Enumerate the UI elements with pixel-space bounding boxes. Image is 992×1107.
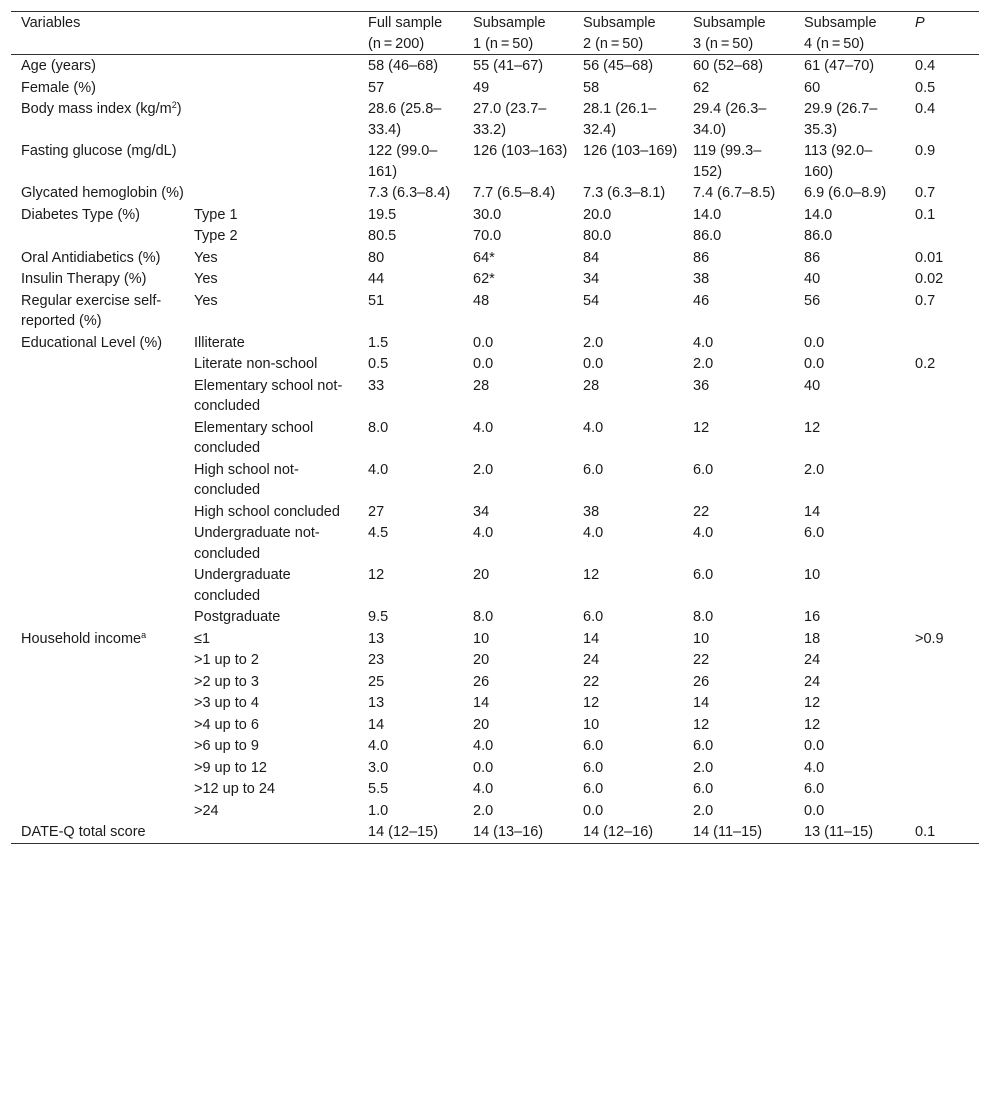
p-value-cell: [905, 501, 979, 523]
category-cell: High school not-concluded: [194, 461, 299, 498]
subsample-2-cell: 28: [583, 377, 600, 394]
subsample-2-cell: 58: [583, 79, 600, 96]
subsample-1-cell: 64*: [473, 249, 495, 266]
subsample-3-cell: 12: [693, 419, 710, 436]
subsample-3-cell: 2.0: [693, 759, 714, 776]
subsample-1-cell: 8.0: [473, 609, 494, 625]
subsample-1-cell: 14: [473, 695, 490, 711]
table-row: [11, 204, 979, 226]
subsample-4-cell: 13 (11–15): [804, 824, 874, 840]
category-cell: ≤1: [194, 630, 211, 647]
variable-superscript: 2: [171, 100, 177, 110]
subsample-2-cell: 34: [583, 271, 600, 287]
subsample-3-cell: 2.0: [693, 356, 714, 372]
subsample-4-cell: 86.0: [804, 228, 833, 244]
subsample-1-cell: 62*: [473, 271, 495, 287]
subsample-3-cell: 26: [693, 673, 710, 690]
characteristics-table: [11, 11, 979, 844]
category-cell: Literate non-school: [194, 356, 318, 372]
subsample-3-cell: 4.0: [693, 525, 714, 541]
table-row: [11, 290, 979, 332]
full-sample-cell: 80.5: [368, 228, 397, 244]
variable-cell: [11, 268, 184, 290]
p-value-cell: [905, 564, 979, 606]
full-sample-cell: 12: [368, 567, 385, 583]
subsample-4-cell: 18: [804, 630, 821, 647]
category-cell: Type 2: [194, 228, 238, 244]
full-sample-cell: 14 (12–15): [368, 824, 439, 840]
subsample-1-cell: 26: [473, 673, 490, 690]
subsample-1-cell: 34: [473, 503, 490, 520]
subsample-3-cell: 2.0: [693, 802, 714, 819]
variable-label: Body mass index (kg/m: [21, 101, 172, 117]
subsample-1-cell: 14 (13–16): [473, 824, 544, 840]
p-value-cell: 0.02: [915, 271, 944, 287]
full-sample-cell: 3.0: [368, 759, 389, 776]
subsample-2-cell: 12: [583, 567, 600, 583]
subsample-3-cell: 10: [693, 630, 710, 647]
variable-cell: [11, 332, 184, 628]
subsample-1-cell: 0.0: [473, 356, 494, 372]
subsample-1-cell: 126 (103–163): [473, 143, 568, 159]
subsample-1-cell: 55 (41–67): [473, 58, 544, 74]
subsample-3-cell: 22: [693, 652, 710, 668]
category-cell: >4 up to 6: [194, 716, 259, 733]
p-value-cell: [905, 522, 979, 564]
subsample-2-cell: 6.0: [583, 461, 604, 478]
subsample-4-cell: 2.0: [804, 461, 825, 478]
p-value-cell: 0.1: [915, 206, 936, 223]
subsample-4-cell: 86: [804, 249, 821, 266]
category-cell: High school concluded: [194, 503, 340, 520]
subsample-2-cell: 54: [583, 292, 600, 309]
p-value-cell: 0.7: [915, 185, 936, 201]
full-sample-cell: 8.0: [368, 419, 389, 436]
category-cell: Undergraduate concluded: [194, 567, 291, 604]
category-cell: >24: [194, 802, 219, 819]
subsample-1-cell: 20: [473, 567, 490, 583]
table-row: [11, 628, 979, 650]
full-sample-cell: 4.0: [368, 461, 389, 478]
subsample-2-cell: 20.0: [583, 206, 612, 223]
subsample-3-cell: 29.4 (26.3–34.0): [693, 101, 767, 138]
table-row: [11, 268, 979, 290]
subsample-4-cell: 113 (92.0–160): [804, 143, 873, 180]
category-cell: Yes: [194, 249, 218, 266]
category-cell: Undergraduate not-concluded: [194, 525, 320, 562]
full-sample-cell: 33: [368, 377, 385, 394]
subsample-1-cell: 4.0: [473, 738, 494, 754]
full-sample-cell: 57: [368, 79, 385, 96]
subsample-4-cell: 4.0: [804, 759, 825, 776]
p-value-cell: [905, 417, 979, 459]
subsample-3-cell: 8.0: [693, 609, 714, 625]
subsample-4-cell: 0.0: [804, 334, 825, 351]
subsample-3-cell: 46: [693, 292, 710, 309]
table-body: [11, 55, 979, 844]
variable-label: DATE-Q total score: [21, 824, 146, 840]
subsample-3-cell: 22: [693, 503, 710, 520]
subsample-2-cell: 22: [583, 673, 600, 690]
variable-cell: [11, 140, 358, 182]
subsample-4-cell: 61 (47–70): [804, 58, 875, 74]
subsample-4-cell: 56: [804, 292, 821, 309]
category-cell: Yes: [194, 292, 218, 309]
variable-label: Fasting glucose (mg/dL): [21, 143, 177, 159]
subsample-4-cell: 0.0: [804, 738, 825, 754]
variable-cell: [11, 290, 184, 332]
subsample-3-cell: 4.0: [693, 334, 714, 351]
subsample-3-cell: 7.4 (6.7–8.5): [693, 185, 776, 201]
table-row: [11, 98, 979, 140]
variable-label: Age (years): [21, 58, 96, 74]
subsample-3-cell: 14: [693, 695, 710, 711]
p-value-cell: [905, 757, 979, 779]
subsample-3-cell: 6.0: [693, 567, 714, 583]
subsample-1-cell: 4.0: [473, 781, 494, 797]
variable-label: Regular exercise self-reported (%): [21, 292, 162, 329]
subsample-1-cell: 30.0: [473, 206, 502, 223]
subsample-4-cell: 14: [804, 503, 821, 520]
subsample-3-cell: 6.0: [693, 738, 714, 754]
subsample-2-cell: 6.0: [583, 738, 604, 754]
variable-superscript: a: [141, 629, 147, 640]
p-value-cell: 0.7: [915, 292, 936, 309]
subsample-2-cell: 14 (12–16): [583, 824, 654, 840]
subsample-3-cell: 6.0: [693, 461, 714, 478]
full-sample-cell: 27: [368, 503, 385, 520]
subsample-4-cell: 24: [804, 673, 821, 690]
subsample-4-cell: 40: [804, 271, 821, 287]
p-value-cell: >0.9: [915, 630, 944, 647]
subsample-1-cell: 0.0: [473, 759, 494, 776]
subsample-4-cell: 12: [804, 695, 821, 711]
subsample-1-cell: 0.0: [473, 334, 494, 351]
full-sample-cell: 7.3 (6.3–8.4): [368, 185, 451, 201]
table-row: [11, 77, 979, 99]
subsample-4-cell: 16: [804, 609, 821, 625]
subsample-2-cell: 10: [583, 716, 600, 733]
subsample-2-cell: 38: [583, 503, 600, 520]
p-value-cell: 0.4: [915, 58, 936, 74]
p-value-cell: 0.01: [915, 249, 944, 266]
subsample-1-cell: 20: [473, 652, 490, 668]
subsample-4-cell: 14.0: [804, 206, 833, 223]
category-cell: >12 up to 24: [194, 781, 276, 797]
subsample-4-cell: 6.0: [804, 525, 825, 541]
p-value-cell: [905, 375, 979, 417]
p-value-cell: [905, 735, 979, 757]
subsample-1-cell: 20: [473, 716, 490, 733]
subsample-1-cell: 10: [473, 630, 490, 647]
subsample-3-cell: 6.0: [693, 781, 714, 797]
subsample-1-cell: 28: [473, 377, 490, 394]
p-value-cell: 0.5: [915, 79, 936, 96]
subsample-2-cell: 0.0: [583, 802, 604, 819]
full-sample-cell: 9.5: [368, 609, 389, 625]
subsample-3-cell: 12: [693, 716, 710, 733]
p-value-cell: [905, 606, 979, 628]
variable-cell: [11, 247, 184, 269]
variable-label: Diabetes Type (%): [21, 206, 141, 223]
category-cell: Illiterate: [194, 334, 245, 351]
subsample-3-cell: 38: [693, 271, 710, 287]
subsample-4-cell: 24: [804, 652, 821, 668]
full-sample-cell: 1.5: [368, 334, 389, 351]
variable-cell: [11, 821, 358, 843]
variable-cell: [11, 204, 184, 247]
header-subsample-2: Subsample 2 (n = 50): [583, 15, 656, 52]
p-value-cell: [905, 332, 979, 354]
subsample-4-cell: 0.0: [804, 356, 825, 372]
full-sample-cell: 13: [368, 695, 385, 711]
p-value-cell: [905, 649, 979, 671]
subsample-3-cell: 36: [693, 377, 710, 394]
variable-cell: [11, 182, 358, 204]
subsample-2-cell: 14: [583, 630, 600, 647]
subsample-1-cell: 2.0: [473, 802, 494, 819]
full-sample-cell: 14: [368, 716, 385, 733]
header-p-value: P: [915, 15, 925, 31]
subsample-1-cell: 49: [473, 79, 490, 96]
variable-label: Educational Level (%): [21, 334, 163, 351]
full-sample-cell: 13: [368, 630, 385, 647]
subsample-2-cell: 6.0: [583, 759, 604, 776]
subsample-2-cell: 7.3 (6.3–8.1): [583, 185, 666, 201]
p-value-cell: [905, 778, 979, 800]
p-value-cell: [905, 714, 979, 736]
subsample-1-cell: 4.0: [473, 525, 494, 541]
p-value-cell: [905, 800, 979, 822]
subsample-3-cell: 86: [693, 249, 710, 266]
subsample-2-cell: 6.0: [583, 781, 604, 797]
subsample-4-cell: 12: [804, 419, 821, 436]
subsample-4-cell: 60: [804, 79, 821, 96]
p-value-cell: 0.1: [915, 824, 936, 840]
variable-label: Household income: [21, 630, 142, 647]
subsample-2-cell: 0.0: [583, 356, 604, 372]
header-full-sample: Full sample (n = 200): [368, 15, 443, 52]
full-sample-cell: 122 (99.0–161): [368, 143, 438, 180]
variable-cell: [11, 55, 358, 77]
full-sample-cell: 80: [368, 249, 385, 266]
subsample-3-cell: 119 (99.3–152): [693, 143, 762, 180]
variable-cell: [11, 628, 184, 822]
subsample-4-cell: 6.0: [804, 781, 825, 797]
subsample-1-cell: 7.7 (6.5–8.4): [473, 185, 556, 201]
full-sample-cell: 23: [368, 652, 385, 668]
category-cell: >9 up to 12: [194, 759, 267, 776]
subsample-3-cell: 14 (11–15): [693, 824, 763, 840]
subsample-2-cell: 24: [583, 652, 600, 668]
variable-label-suffix: ): [176, 101, 182, 117]
p-value-cell: [905, 692, 979, 714]
variable-label: Oral Antidiabetics (%): [21, 249, 161, 266]
p-value-cell: [905, 671, 979, 693]
subsample-2-cell: 28.1 (26.1–32.4): [583, 101, 657, 138]
p-value-cell: 0.2: [915, 356, 936, 372]
full-sample-cell: 5.5: [368, 781, 389, 797]
subsample-4-cell: 29.9 (26.7–35.3): [804, 101, 878, 138]
subsample-2-cell: 4.0: [583, 525, 604, 541]
table-row: [11, 182, 979, 204]
subsample-2-cell: 126 (103–169): [583, 143, 678, 159]
category-cell: >3 up to 4: [194, 695, 259, 711]
variable-cell: [11, 77, 358, 99]
subsample-1-cell: 4.0: [473, 419, 494, 436]
header-row: [11, 12, 979, 55]
full-sample-cell: 25: [368, 673, 385, 690]
subsample-3-cell: 14.0: [693, 206, 722, 223]
subsample-3-cell: 62: [693, 79, 710, 96]
subsample-1-cell: 27.0 (23.7–33.2): [473, 101, 547, 138]
variable-cell: [11, 98, 358, 140]
subsample-4-cell: 12: [804, 716, 821, 733]
full-sample-cell: 0.5: [368, 356, 389, 372]
p-value-cell: [905, 225, 979, 247]
table-row: [11, 140, 979, 182]
p-value-cell: 0.4: [915, 101, 936, 117]
p-value-cell: [905, 459, 979, 501]
subsample-2-cell: 80.0: [583, 228, 612, 244]
full-sample-cell: 4.0: [368, 738, 389, 754]
category-cell: Postgraduate: [194, 609, 281, 625]
full-sample-cell: 44: [368, 271, 385, 287]
subsample-2-cell: 56 (45–68): [583, 58, 654, 74]
header-subsample-4: Subsample 4 (n = 50): [804, 15, 877, 52]
subsample-4-cell: 6.9 (6.0–8.9): [804, 185, 887, 201]
category-cell: Yes: [194, 271, 218, 287]
category-cell: >6 up to 9: [194, 738, 259, 754]
table-row: [11, 332, 979, 354]
category-cell: Type 1: [194, 206, 238, 223]
subsample-2-cell: 84: [583, 249, 600, 266]
category-cell: Elementary school not-concluded: [194, 377, 343, 414]
subsample-2-cell: 4.0: [583, 419, 604, 436]
subsample-1-cell: 48: [473, 292, 490, 309]
table-row: [11, 247, 979, 269]
full-sample-cell: 19.5: [368, 206, 397, 223]
table-row: [11, 821, 979, 843]
category-cell: >2 up to 3: [194, 673, 259, 690]
subsample-1-cell: 70.0: [473, 228, 502, 244]
subsample-2-cell: 2.0: [583, 334, 604, 351]
table-row: [11, 55, 979, 77]
variable-label: Female (%): [21, 79, 96, 96]
subsample-4-cell: 10: [804, 567, 821, 583]
header-variables: Variables: [21, 15, 81, 31]
subsample-4-cell: 0.0: [804, 802, 825, 819]
subsample-3-cell: 60 (52–68): [693, 58, 764, 74]
variable-label: Glycated hemoglobin (%): [21, 185, 184, 201]
variable-label: Insulin Therapy (%): [21, 271, 147, 287]
category-cell: Elementary school concluded: [194, 419, 314, 456]
p-value-cell: 0.9: [915, 143, 936, 159]
subsample-2-cell: 12: [583, 695, 600, 711]
subsample-1-cell: 2.0: [473, 461, 494, 478]
subsample-4-cell: 40: [804, 377, 821, 394]
category-cell: >1 up to 2: [194, 652, 259, 668]
subsample-2-cell: 6.0: [583, 609, 604, 625]
subsample-3-cell: 86.0: [693, 228, 722, 244]
header-subsample-1: Subsample 1 (n = 50): [473, 15, 546, 52]
full-sample-cell: 1.0: [368, 802, 389, 819]
full-sample-cell: 51: [368, 292, 385, 309]
header-subsample-3: Subsample 3 (n = 50): [693, 15, 766, 52]
full-sample-cell: 28.6 (25.8–33.4): [368, 101, 442, 138]
full-sample-cell: 4.5: [368, 525, 389, 541]
full-sample-cell: 58 (46–68): [368, 58, 439, 74]
